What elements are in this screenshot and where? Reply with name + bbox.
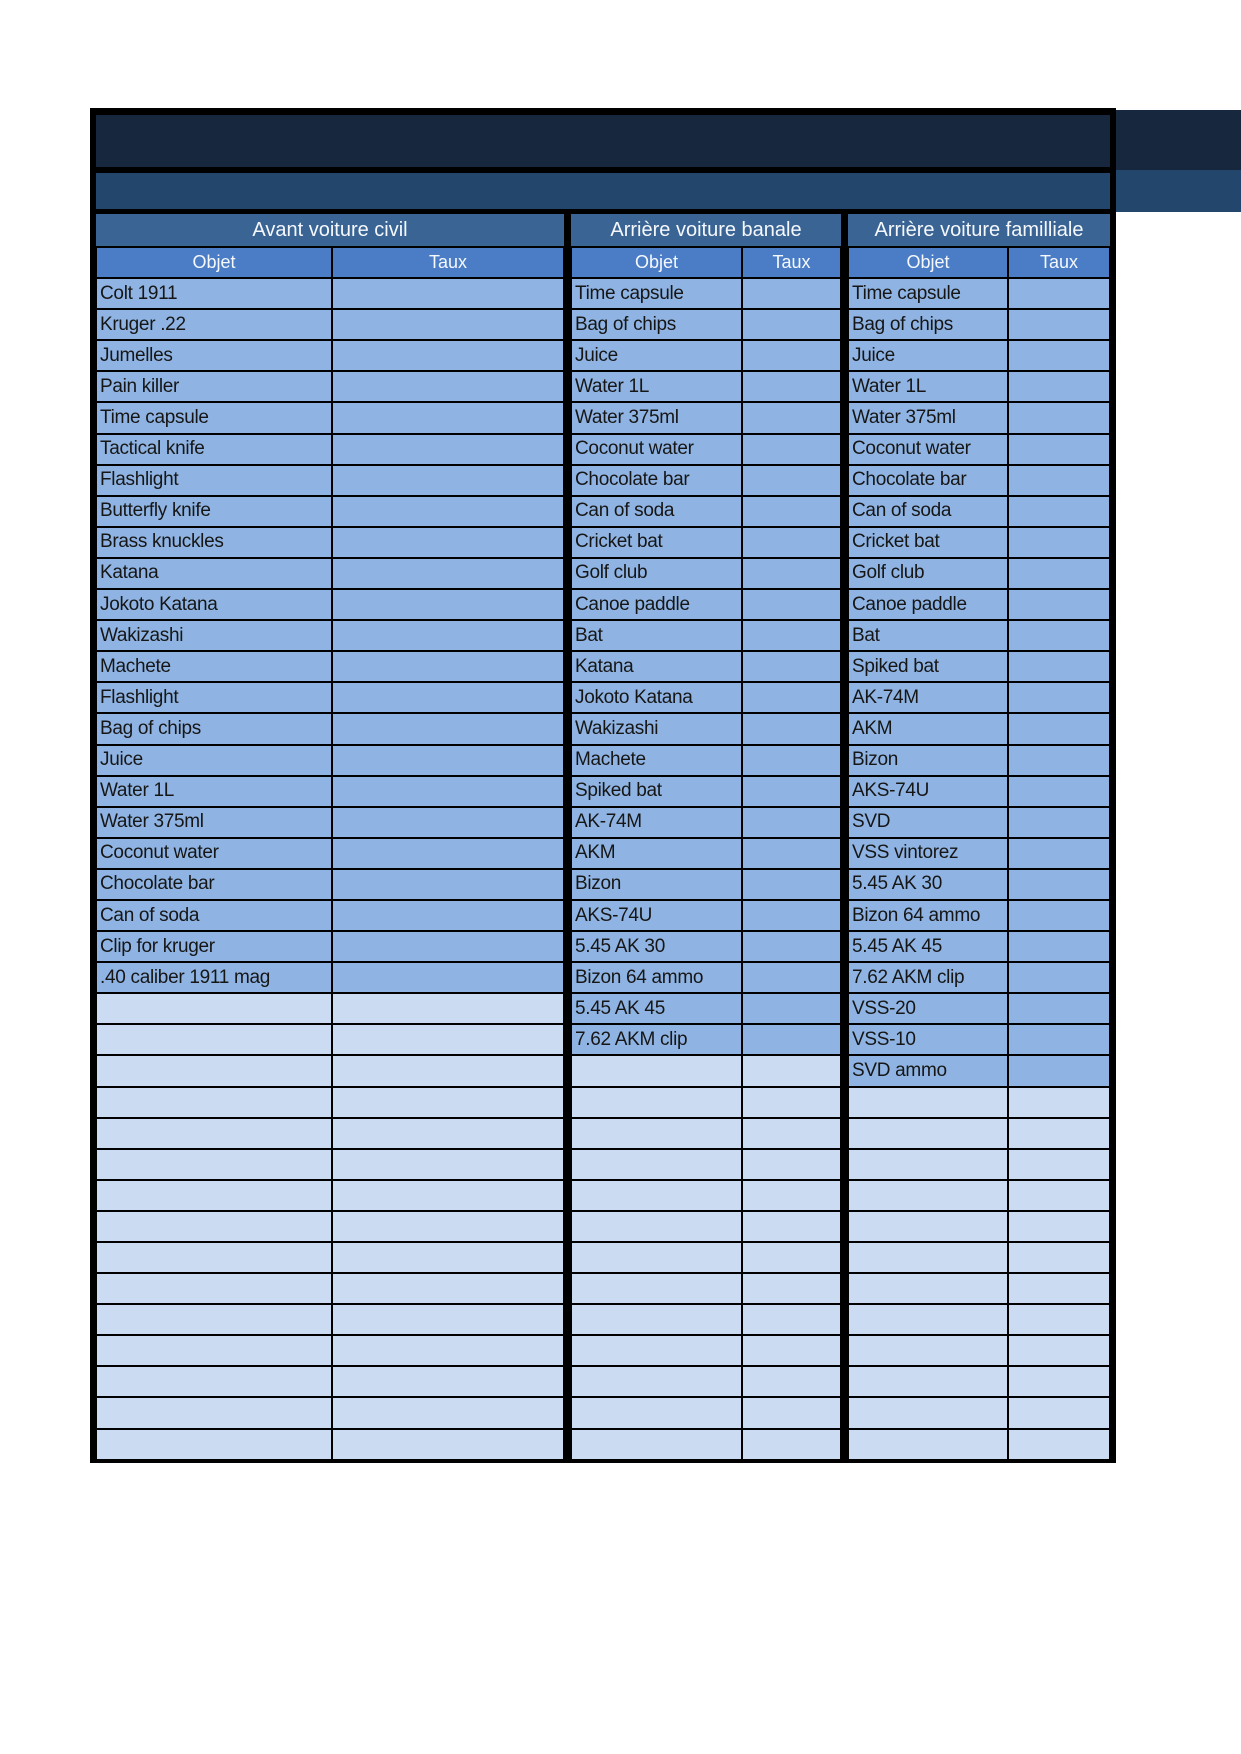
cell-objet[interactable]: 7.62 AKM clip [848,962,1008,993]
column-header-objet[interactable]: Objet [96,247,332,278]
cell-taux[interactable] [332,1149,564,1180]
cell-taux[interactable] [742,589,841,620]
cell-objet[interactable]: Butterfly knife [96,496,332,527]
cell-objet[interactable]: Bizon [571,869,742,900]
cell-objet[interactable]: Can of soda [848,496,1008,527]
cell-taux[interactable] [332,1397,564,1428]
cell-objet[interactable]: Coconut water [571,434,742,465]
cell-objet[interactable]: Golf club [848,558,1008,589]
cell-objet[interactable]: Wakizashi [96,620,332,651]
cell-objet[interactable] [848,1335,1008,1366]
cell-objet[interactable]: Bag of chips [848,309,1008,340]
cell-taux[interactable] [742,1273,841,1304]
cell-objet[interactable]: 5.45 AK 45 [571,993,742,1024]
cell-objet[interactable] [848,1273,1008,1304]
cell-taux[interactable] [1008,1087,1110,1118]
cell-taux[interactable] [742,931,841,962]
cell-objet[interactable]: AK-74M [848,682,1008,713]
cell-taux[interactable] [742,1118,841,1149]
cell-taux[interactable] [1008,465,1110,496]
cell-objet[interactable] [96,1087,332,1118]
cell-taux[interactable] [332,1211,564,1242]
column-grid [571,247,841,1460]
cell-taux[interactable] [1008,1242,1110,1273]
cell-objet[interactable]: AKM [848,713,1008,744]
cell-taux[interactable] [1008,434,1110,465]
table-groups [96,214,1110,1460]
cell-objet[interactable] [848,1118,1008,1149]
cell-objet[interactable] [571,1087,742,1118]
cell-objet[interactable]: Coconut water [848,434,1008,465]
cell-taux[interactable] [742,620,841,651]
cell-taux[interactable] [742,1180,841,1211]
table-arriere-voiture-banale [571,214,841,1460]
group-header-avant-voiture-civil[interactable]: Avant voiture civil [96,214,564,247]
cell-objet[interactable]: Water 1L [571,371,742,402]
cell-taux[interactable] [332,371,564,402]
cell-objet[interactable]: Cricket bat [848,527,1008,558]
divider [841,214,848,1460]
cell-taux[interactable] [332,900,564,931]
cell-taux[interactable] [332,402,564,433]
cell-objet[interactable] [571,1273,742,1304]
cell-taux[interactable] [332,962,564,993]
table-avant-voiture-civil [96,214,564,1460]
cell-taux[interactable] [332,1429,564,1460]
cell-taux[interactable] [742,434,841,465]
cell-objet[interactable] [96,1335,332,1366]
cell-taux[interactable] [742,1087,841,1118]
cell-objet[interactable]: Coconut water [96,838,332,869]
cell-taux[interactable] [742,1304,841,1335]
cell-objet[interactable]: Clip for kruger [96,931,332,962]
cell-taux[interactable] [742,1366,841,1397]
cell-objet[interactable] [848,1429,1008,1460]
cell-taux[interactable] [742,1149,841,1180]
cell-taux[interactable] [742,1211,841,1242]
cell-taux[interactable] [1008,527,1110,558]
cell-objet[interactable]: Canoe paddle [571,589,742,620]
cell-taux[interactable] [742,1397,841,1428]
cell-objet[interactable] [848,1149,1008,1180]
cell-taux[interactable] [1008,1024,1110,1055]
cell-taux[interactable] [1008,1335,1110,1366]
cell-objet[interactable]: SVD ammo [848,1055,1008,1086]
cell-taux[interactable] [742,900,841,931]
cell-taux[interactable] [1008,807,1110,838]
cell-objet[interactable] [848,1242,1008,1273]
cell-taux[interactable] [332,1304,564,1335]
cell-objet[interactable]: Water 375ml [571,402,742,433]
cell-taux[interactable] [1008,278,1110,309]
cell-taux[interactable] [742,1335,841,1366]
cell-taux[interactable] [1008,900,1110,931]
cell-taux[interactable] [1008,993,1110,1024]
cell-taux[interactable] [742,776,841,807]
cell-objet[interactable]: Katana [96,558,332,589]
cell-objet[interactable] [848,1366,1008,1397]
cell-taux[interactable] [332,1180,564,1211]
cell-taux[interactable] [742,340,841,371]
cell-objet[interactable]: Machete [571,745,742,776]
column-header-taux[interactable]: Taux [742,247,841,278]
cell-objet[interactable]: 5.45 AK 45 [848,931,1008,962]
cell-objet[interactable]: SVD [848,807,1008,838]
cell-objet[interactable]: Juice [848,340,1008,371]
cell-objet[interactable] [571,1211,742,1242]
cell-objet[interactable]: Spiked bat [848,651,1008,682]
cell-taux[interactable] [742,682,841,713]
cell-taux[interactable] [332,1366,564,1397]
cell-objet[interactable] [848,1397,1008,1428]
cell-taux[interactable] [1008,869,1110,900]
cell-taux[interactable] [332,278,564,309]
cell-taux[interactable] [1008,713,1110,744]
cell-objet[interactable] [96,1397,332,1428]
cell-taux[interactable] [742,558,841,589]
cell-taux[interactable] [742,838,841,869]
cell-objet[interactable] [848,1304,1008,1335]
cell-objet[interactable] [571,1304,742,1335]
cell-objet[interactable] [96,1304,332,1335]
cell-objet[interactable]: AKS-74U [571,900,742,931]
cell-objet[interactable] [571,1366,742,1397]
cell-taux[interactable] [332,465,564,496]
cell-objet[interactable] [571,1118,742,1149]
cell-taux[interactable] [1008,1055,1110,1086]
cell-taux[interactable] [1008,1118,1110,1149]
cell-objet[interactable]: .40 caliber 1911 mag [96,962,332,993]
cell-objet[interactable]: Chocolate bar [571,465,742,496]
cell-objet[interactable]: Canoe paddle [848,589,1008,620]
cell-taux[interactable] [1008,620,1110,651]
cell-objet[interactable] [96,1429,332,1460]
cell-objet[interactable]: Bizon 64 ammo [848,900,1008,931]
title-band-dark [96,115,1110,167]
cell-objet[interactable]: 7.62 AKM clip [571,1024,742,1055]
cell-taux[interactable] [332,1055,564,1086]
column-header-taux[interactable]: Taux [332,247,564,278]
cell-taux[interactable] [742,1429,841,1460]
cell-objet[interactable] [571,1055,742,1086]
table-arriere-voiture-familliale [848,214,1110,1460]
cell-objet[interactable]: Can of soda [571,496,742,527]
cell-taux[interactable] [332,496,564,527]
cell-objet[interactable]: Water 1L [96,776,332,807]
cell-objet[interactable]: 5.45 AK 30 [571,931,742,962]
cell-objet[interactable]: VSS-10 [848,1024,1008,1055]
cell-objet[interactable]: Tactical knife [96,434,332,465]
title-band-blue [96,173,1110,209]
cell-objet[interactable]: VSS-20 [848,993,1008,1024]
cell-taux[interactable] [332,1242,564,1273]
cell-objet[interactable] [96,1366,332,1397]
cell-taux[interactable] [1008,496,1110,527]
cell-objet[interactable] [571,1149,742,1180]
cell-taux[interactable] [1008,1180,1110,1211]
cell-objet[interactable]: Can of soda [96,900,332,931]
cell-taux[interactable] [742,1242,841,1273]
cell-taux[interactable] [1008,371,1110,402]
cell-taux[interactable] [332,1024,564,1055]
cell-objet[interactable]: Bat [848,620,1008,651]
cell-taux[interactable] [332,993,564,1024]
cell-objet[interactable]: Bizon 64 ammo [571,962,742,993]
cell-objet[interactable]: AKS-74U [848,776,1008,807]
cell-objet[interactable]: Kruger .22 [96,309,332,340]
cell-taux[interactable] [742,465,841,496]
cell-taux[interactable] [332,713,564,744]
cell-objet[interactable]: Flashlight [96,682,332,713]
cell-objet[interactable]: Time capsule [848,278,1008,309]
cell-objet[interactable]: Juice [571,340,742,371]
cell-taux[interactable] [1008,309,1110,340]
cell-taux[interactable] [1008,402,1110,433]
cell-objet[interactable]: Wakizashi [571,713,742,744]
cell-taux[interactable] [742,496,841,527]
cell-taux[interactable] [1008,682,1110,713]
cell-taux[interactable] [742,527,841,558]
cell-taux[interactable] [1008,776,1110,807]
cell-objet[interactable]: Water 1L [848,371,1008,402]
cell-objet[interactable]: Bag of chips [571,309,742,340]
cell-objet[interactable]: Jokoto Katana [571,682,742,713]
cell-taux[interactable] [332,1273,564,1304]
cell-taux[interactable] [742,1024,841,1055]
cell-objet[interactable]: Spiked bat [571,776,742,807]
cell-taux[interactable] [332,1335,564,1366]
cell-taux[interactable] [1008,962,1110,993]
cell-taux[interactable] [1008,340,1110,371]
cell-objet[interactable] [96,1242,332,1273]
cell-objet[interactable]: Brass knuckles [96,527,332,558]
cell-taux[interactable] [332,931,564,962]
cell-taux[interactable] [332,589,564,620]
cell-taux[interactable] [1008,589,1110,620]
cell-taux[interactable] [1008,931,1110,962]
cell-objet[interactable] [96,1273,332,1304]
cell-taux[interactable] [1008,1304,1110,1335]
cell-objet[interactable] [571,1180,742,1211]
cell-objet[interactable] [571,1335,742,1366]
cell-objet[interactable]: Pain killer [96,371,332,402]
cell-objet[interactable]: AK-74M [571,807,742,838]
cell-taux[interactable] [332,838,564,869]
loot-tables-sheet [90,108,1116,1463]
cell-objet[interactable] [96,1118,332,1149]
cell-objet[interactable]: Chocolate bar [96,869,332,900]
header-band-right [1116,110,1241,212]
cell-taux[interactable] [332,807,564,838]
cell-objet[interactable] [571,1242,742,1273]
cell-objet[interactable] [96,1211,332,1242]
cell-objet[interactable] [848,1087,1008,1118]
cell-objet[interactable]: Golf club [571,558,742,589]
cell-objet[interactable]: Chocolate bar [848,465,1008,496]
cell-taux[interactable] [1008,1366,1110,1397]
cell-objet[interactable] [848,1211,1008,1242]
cell-taux[interactable] [742,869,841,900]
cell-taux[interactable] [332,682,564,713]
cell-objet[interactable]: AKM [571,838,742,869]
cell-objet[interactable]: Bag of chips [96,713,332,744]
cell-taux[interactable] [332,527,564,558]
cell-objet[interactable]: Jokoto Katana [96,589,332,620]
cell-taux[interactable] [332,869,564,900]
cell-objet[interactable] [848,1180,1008,1211]
cell-objet[interactable]: Cricket bat [571,527,742,558]
cell-taux[interactable] [742,962,841,993]
cell-taux[interactable] [332,1087,564,1118]
cell-taux[interactable] [742,807,841,838]
column-header-objet[interactable]: Objet [848,247,1008,278]
cell-objet[interactable]: Machete [96,651,332,682]
cell-taux[interactable] [1008,1429,1110,1460]
column-header-taux[interactable]: Taux [1008,247,1110,278]
cell-taux[interactable] [332,651,564,682]
cell-taux[interactable] [1008,745,1110,776]
cell-taux[interactable] [332,309,564,340]
cell-objet[interactable]: 5.45 AK 30 [848,869,1008,900]
cell-taux[interactable] [1008,558,1110,589]
cell-taux[interactable] [1008,1211,1110,1242]
cell-objet[interactable] [571,1397,742,1428]
column-header-objet[interactable]: Objet [571,247,742,278]
cell-objet[interactable]: Bizon [848,745,1008,776]
cell-objet[interactable] [96,1180,332,1211]
cell-taux[interactable] [742,1055,841,1086]
cell-objet[interactable] [96,1055,332,1086]
cell-taux[interactable] [332,434,564,465]
cell-taux[interactable] [332,558,564,589]
cell-taux[interactable] [742,278,841,309]
cell-taux[interactable] [332,1118,564,1149]
cell-objet[interactable]: Flashlight [96,465,332,496]
cell-taux[interactable] [332,745,564,776]
cell-objet[interactable]: Juice [96,745,332,776]
cell-taux[interactable] [742,651,841,682]
cell-objet[interactable]: Colt 1911 [96,278,332,309]
cell-objet[interactable]: VSS vintorez [848,838,1008,869]
cell-objet[interactable]: Water 375ml [96,807,332,838]
cell-objet[interactable]: Time capsule [96,402,332,433]
cell-objet[interactable]: Water 375ml [848,402,1008,433]
cell-taux[interactable] [742,309,841,340]
column-grid [96,247,564,1460]
cell-taux[interactable] [1008,651,1110,682]
cell-taux[interactable] [742,402,841,433]
header-band-right-dark [1116,110,1241,170]
cell-taux[interactable] [742,745,841,776]
cell-taux[interactable] [742,371,841,402]
cell-taux[interactable] [742,993,841,1024]
cell-taux[interactable] [1008,1273,1110,1304]
cell-objet[interactable] [571,1429,742,1460]
cell-objet[interactable] [96,1024,332,1055]
cell-taux[interactable] [742,713,841,744]
header-band-right-blue [1116,170,1241,212]
cell-objet[interactable] [96,993,332,1024]
cell-taux[interactable] [332,776,564,807]
group-header-arriere-voiture-familliale[interactable]: Arrière voiture familliale [848,214,1110,247]
cell-objet[interactable]: Time capsule [571,278,742,309]
cell-objet[interactable]: Jumelles [96,340,332,371]
cell-objet[interactable]: Katana [571,651,742,682]
column-grid [848,247,1110,1460]
cell-taux[interactable] [1008,1397,1110,1428]
cell-objet[interactable] [96,1149,332,1180]
cell-taux[interactable] [1008,1149,1110,1180]
cell-taux[interactable] [332,340,564,371]
cell-taux[interactable] [1008,838,1110,869]
cell-objet[interactable]: Bat [571,620,742,651]
cell-taux[interactable] [332,620,564,651]
group-header-arriere-voiture-banale[interactable]: Arrière voiture banale [571,214,841,247]
divider [564,214,571,1460]
